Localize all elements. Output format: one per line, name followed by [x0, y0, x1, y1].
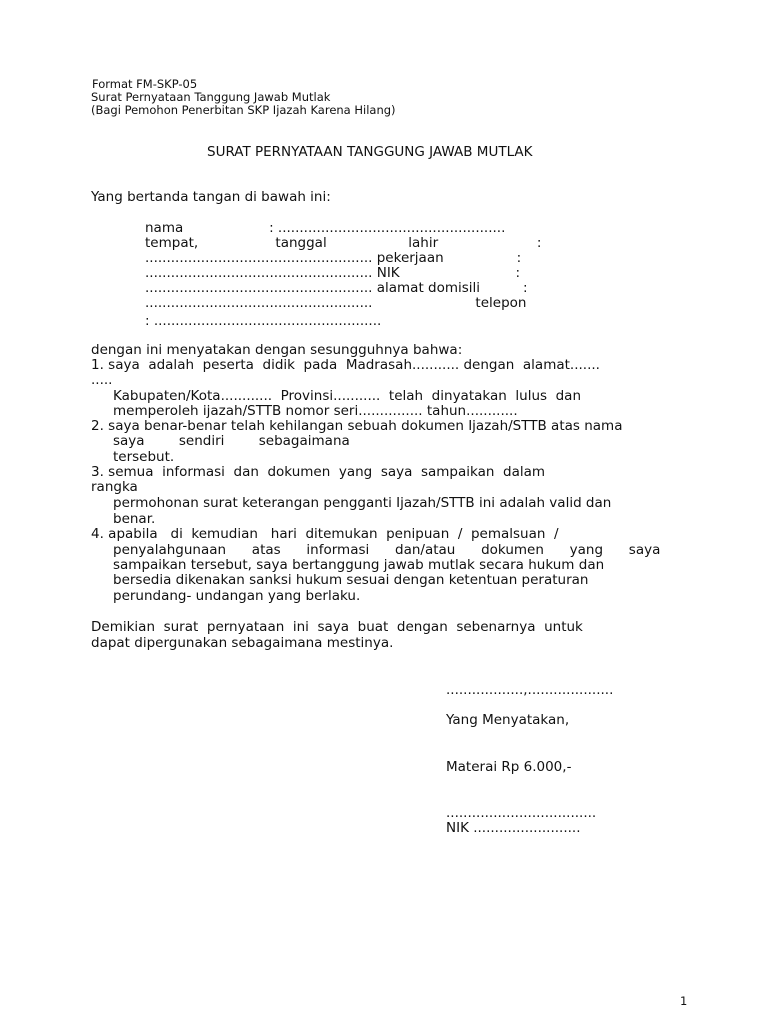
intro-text: Yang bertanda tangan di bawah ini:	[91, 189, 331, 205]
item-3-line-1: 3. semua informasi dan dokumen yang saya sampaikan dalam	[91, 464, 546, 480]
declarant-label: Yang Menyatakan,	[446, 712, 570, 728]
page-number: 1	[680, 994, 688, 1008]
identity-phone-label: ..................................................... telepon	[145, 295, 527, 311]
item-3-line-2: rangka	[91, 479, 138, 495]
item-4-line-1: 4. apabila di kemudian hari ditemukan penipuan / pemalsuan /	[91, 526, 559, 542]
identity-occupation-field: ..................................................... pekerjaan :	[145, 250, 522, 266]
document-title: SURAT PERNYATAAN TANGGUNG JAWAB MUTLAK	[207, 144, 533, 160]
identity-nik-field: ..................................................... NIK :	[145, 265, 521, 281]
closing-line-1: Demikian surat pernyataan ini saya buat dengan sebenarnya untuk	[91, 619, 583, 635]
item-4-line-2: penyalahgunaan atas informasi dan/atau dokumen yang saya	[113, 542, 661, 558]
item-3-line-4: benar.	[113, 511, 156, 527]
signature-nik-line: NIK .........................	[446, 820, 581, 836]
item-1-line-3: Kabupaten/Kota............ Provinsi........... telah dinyatakan lulus dan	[113, 388, 582, 404]
item-1-line-2: .....	[91, 372, 113, 388]
form-name: Surat Pernyataan Tanggung Jawab Mutlak	[91, 90, 331, 104]
item-2-line-1: 2. saya benar-benar telah kehilangan sebuah dokumen Ijazah/STTB atas nama	[91, 418, 623, 434]
form-code: Format FM-SKP-05	[92, 77, 198, 91]
identity-phone-field: : .....................................................	[145, 313, 382, 329]
item-3-line-3: permohonan surat keterangan pengganti Ijazah/STTB ini adalah valid dan	[113, 495, 612, 511]
signature-name-line: ...................................	[446, 805, 597, 821]
identity-address-field: ..................................................... alamat domisili :	[145, 280, 528, 296]
item-4-line-4: bersedia dikenakan sanksi hukum sesuai dengan ketentuan peraturan	[113, 572, 589, 588]
identity-birth-field: tempat, tanggal lahir :	[145, 235, 542, 251]
closing-line-2: dapat dipergunakan sebagaimana mestinya.	[91, 635, 394, 651]
item-1-line-4: memperoleh ijazah/STTB nomor seri............... tahun............	[113, 403, 518, 419]
statement-intro: dengan ini menyatakan dengan sesungguhnya bahwa:	[91, 342, 463, 358]
item-4-line-5: perundang- undangan yang berlaku.	[113, 588, 361, 604]
identity-name-field: nama : .....................................................	[145, 220, 506, 236]
item-4-line-3: sampaikan tersebut, saya bertanggung jawab mutlak secara hukum dan	[113, 557, 605, 573]
item-1-line-1: 1. saya adalah peserta didik pada Madrasah........... dengan alamat.......	[91, 357, 600, 373]
item-2-line-2: saya sendiri sebagaimana	[113, 433, 350, 449]
form-note: (Bagi Pemohon Penerbitan SKP Ijazah Karena Hilang)	[91, 103, 396, 117]
item-2-line-3: tersebut.	[113, 449, 175, 465]
place-date-line: ..................,....................	[446, 682, 614, 698]
stamp-duty-label: Materai Rp 6.000,-	[446, 759, 572, 775]
